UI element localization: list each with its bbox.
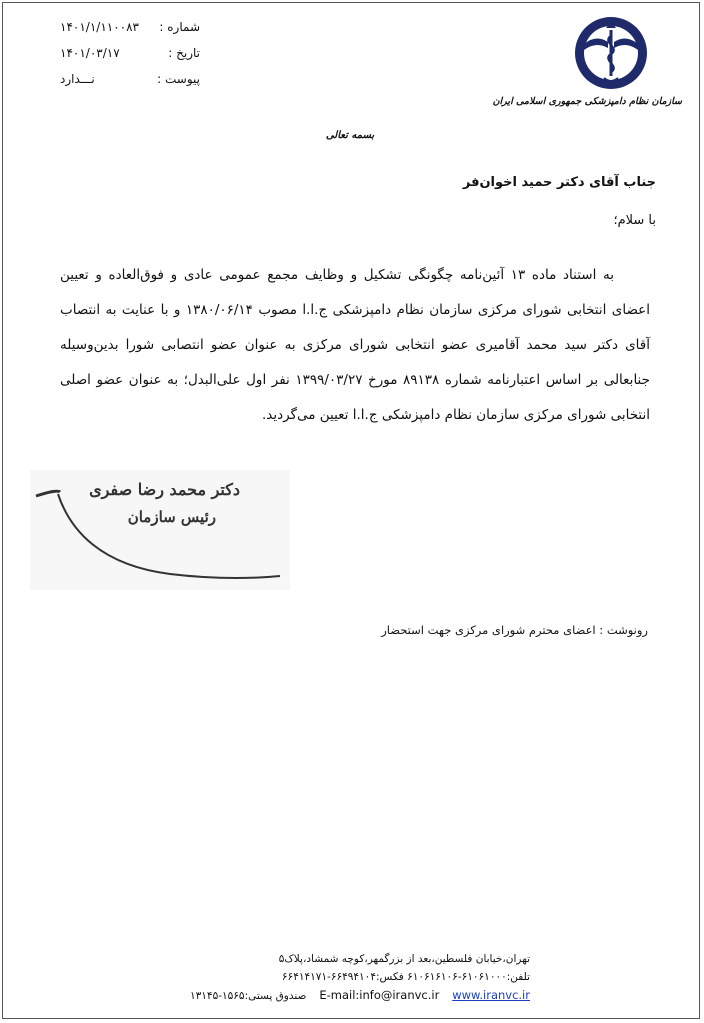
bismillah: بسمه تعالی: [325, 130, 375, 141]
footer-pobox: صندوق پستی:۱۵۶۵-۱۳۱۴۵: [190, 990, 307, 1002]
organization-logo-icon: [572, 14, 650, 92]
footer: [190, 950, 530, 1005]
footer-contact: [190, 986, 530, 1005]
letter-date-label: تاریخ :: [168, 46, 200, 60]
letter-attachment-row: [60, 66, 200, 92]
letter-date-row: [60, 40, 200, 66]
recipient: جناب آقای دکتر حمید اخوان‌فر: [462, 175, 656, 190]
letter-number-value: ۱۴۰۱/۱/۱۱۰۰۸۳: [60, 20, 139, 34]
signatory-title: رئیس سازمان: [127, 508, 216, 526]
carbon-copy: رونوشت : اعضای محترم شورای مرکزی جهت استحضار: [381, 623, 648, 637]
organization-name: سازمان نظام دامپزشکی جمهوری اسلامی ایران: [492, 96, 682, 107]
letter-meta: [60, 14, 200, 92]
letter-date-value: ۱۴۰۱/۰۳/۱۷: [60, 46, 120, 60]
letter-number-row: [60, 14, 200, 40]
greeting: با سلام؛: [613, 213, 656, 228]
letter-body: به استناد ماده ۱۳ آئین‌نامه چگونگی تشکیل و وظایف مجمع عمومی عادی و فوق‌العاده و تعیین اعضای انتخابی شورای مرکزی سازمان نظام دامپزشکی ج.ا.ا مصوب ۱۳۸۰/۰۶/۱۴ و با عنایت به انتصاب آقای دکتر سید محمد آقامیری عضو انتخابی شورای مرکزی به عنوان عضو انتصابی شورا بدین‌وسیله جنابعالی بر اساس اعتبارنامه شماره ۸۹۱۳۸ مورخ ۱۳۹۹/۰۳/۲۷ نفر اول علی‌البدل؛ به عنوان عضو اصلی انتخابی شورای مرکزی سازمان نظام دامپزشکی ج.ا.ا تعیین می‌گردید.: [60, 267, 650, 423]
letter-attachment-label: پیوست :: [157, 72, 200, 86]
letter-number-label: شماره :: [159, 20, 200, 34]
footer-phone: تلفن:۶۱۰۶۱۰۰۰-۶۱۰۶۱۶۱۰۶ فکس:۶۶۴۹۴۱۰۴-۶۶۴۱۴۱۷۱: [281, 971, 530, 983]
footer-address: تهران،خیابان فلسطین،بعد از بزرگمهر،کوچه شمشاد،پلاک۵: [278, 953, 530, 965]
signatory-name: دکتر محمد رضا صفری: [89, 480, 240, 499]
letter-attachment-value: نـــدارد: [60, 72, 95, 86]
signature-block: [30, 470, 290, 590]
footer-email[interactable]: E-mail:info@iranvc.ir: [319, 988, 440, 1002]
footer-website-link[interactable]: www.iranvc.ir: [452, 988, 530, 1002]
